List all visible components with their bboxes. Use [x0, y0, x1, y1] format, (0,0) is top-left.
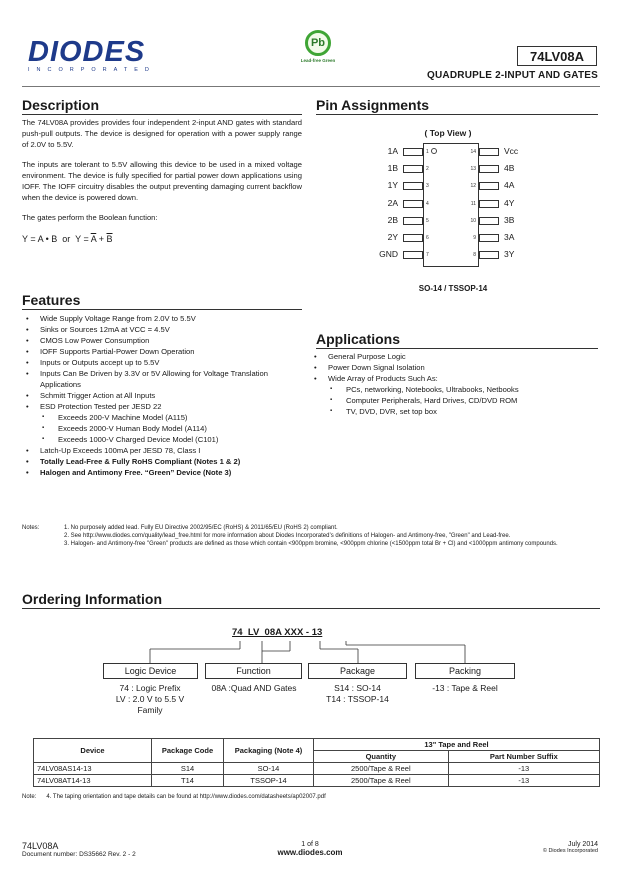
notes-label: Notes:: [22, 525, 40, 531]
feature-item: • CMOS Low Power Consumption: [22, 335, 302, 346]
pin-number-left: 4: [426, 200, 429, 207]
top-view-label: ( Top View ): [424, 128, 472, 138]
feature-item: • Totally Lead-Free & Fully RoHS Compliant (Notes 1 & 2): [22, 456, 302, 467]
col-quantity: Quantity: [314, 751, 449, 763]
part-number: 74LV08A: [517, 46, 597, 66]
pin-number-right: 14: [470, 149, 476, 155]
pin-label-left: 1Y: [387, 180, 398, 191]
applications-list: [310, 351, 600, 417]
pin-stub-left: [403, 182, 423, 190]
cell-packaging: SO-14: [224, 763, 314, 775]
ordering-box-0: Logic Device: [103, 663, 198, 679]
pin-number-left: 6: [426, 235, 429, 241]
pin-label-right: 3B: [504, 214, 515, 225]
pin-number-right: 13: [470, 166, 476, 173]
pin-stub-left: [403, 165, 423, 173]
cell-package-code: T14: [152, 775, 224, 787]
pin-number-right: 10: [470, 217, 476, 224]
col-device: Device: [34, 739, 152, 763]
description-p2: The inputs are tolerant to 5.5V allowing this device to be used in a mixed voltage environment. The device is fully specified for partial power down applications using IOFF. The IOFF circuitry disables the output preventing damaging current backflow when the device is powered down.: [22, 160, 302, 202]
application-item: • Wide Array of Products Such As:: [310, 373, 600, 384]
pin-number-right: 11: [470, 200, 476, 207]
pin-stub-left: [403, 148, 423, 156]
feature-item: • ESD Protection Tested per JESD 22: [22, 401, 302, 412]
pin-number-right: 9: [473, 235, 476, 241]
feature-item: • Sinks or Sources 12mA at VCC = 4.5V: [22, 324, 302, 335]
pin-stub-left: [403, 251, 423, 259]
footer-doc-number: Document number: DS35662 Rev. 2 - 2: [22, 851, 136, 858]
pb-icon: Pb: [305, 30, 331, 56]
applications-heading: Applications: [316, 331, 598, 349]
pin-label-right: 4A: [504, 180, 515, 191]
application-item: ▪ TV, DVD, DVR, set top box: [310, 406, 600, 417]
pin-number-left: 3: [426, 183, 429, 190]
pin-stub-right: [479, 217, 499, 225]
feature-item: ▪ Exceeds 200-V Machine Model (A115): [22, 412, 302, 423]
note-3: 3. Halogen- and Antimony-free "Green" products are defined as those which contain <900ppm bromine, <900ppm chlorine (<1500ppm total Br + Cl) and <1000ppm antimony compounds.: [64, 541, 558, 547]
feature-item: • Inputs Can Be Driven by 3.3V or 5V Allowing for Voltage Translation Applications: [22, 368, 302, 390]
ordering-heading: Ordering Information: [22, 591, 600, 609]
footer-center: [0, 841, 620, 857]
pin-label-right: 3A: [504, 232, 515, 242]
application-item: • Power Down Signal Isolation: [310, 362, 600, 373]
pin-stub-left: [403, 234, 423, 242]
pin-label-right: Vcc: [504, 146, 519, 156]
pin-label-left: 1A: [387, 146, 398, 156]
pin-stub-right: [479, 234, 499, 242]
cell-packaging: TSSOP-14: [224, 775, 314, 787]
header-divider: [22, 86, 600, 87]
pin-stub-left: [403, 217, 423, 225]
logo-text: DIODES: [28, 36, 146, 68]
description-body: [22, 117, 302, 244]
notes-block: [22, 524, 600, 548]
boolean-equation: Y = A • B or $Y = \overline{A} + \overline{B}$: [22, 234, 113, 244]
feature-item: • Inputs or Outputs accept up to 5.5V: [22, 357, 302, 368]
col-package-code: Package Code: [152, 739, 224, 763]
pin-label-left: 1B: [387, 163, 398, 174]
pin-stub-right: [479, 200, 499, 208]
cell-suffix: -13: [448, 775, 599, 787]
pin-number-left: 5: [426, 217, 429, 224]
pin-stub-right: [479, 251, 499, 259]
description-p3: The gates perform the Boolean function:: [22, 213, 158, 222]
pin-stub-right: [479, 182, 499, 190]
table-row: [34, 763, 600, 775]
cell-device: 74LV08AT14-13: [34, 775, 152, 787]
features-list: [22, 313, 302, 478]
feature-item: • Wide Supply Voltage Range from 2.0V to 5.5V: [22, 313, 302, 324]
features-heading: Features: [22, 292, 302, 310]
pin-stub-left: [403, 200, 423, 208]
cell-quantity: 2500/Tape & Reel: [314, 775, 449, 787]
ordering-box-2: Package: [308, 663, 407, 679]
pin-label-right: 3Y: [504, 249, 515, 260]
pin-label-left: 2A: [387, 197, 398, 208]
pin-label-right: 4B: [504, 163, 515, 174]
pin-number-left: 2: [426, 166, 429, 173]
note-2: 2. See http://www.diodes.com/quality/lead_free.html for more information about Diodes Incorporated’s definitions of Halogen- and Antimony-free, "Green" and Lead-free.: [64, 533, 511, 539]
col-packaging: Packaging (Note 4): [224, 739, 314, 763]
diodes-logo: [28, 38, 158, 74]
ordering-desc-1: 08A :Quad AND Gates: [211, 683, 297, 693]
pin-label-right: 4Y: [504, 197, 515, 208]
footer-copyright: © Diodes Incorporated: [542, 848, 598, 854]
pin-label-left: GND: [379, 249, 398, 260]
ordering-desc-2: S14 : SO-14 T14 : TSSOP-14: [326, 683, 389, 704]
application-item: ▪ Computer Peripherals, Hard Drives, CD/DVD ROM: [310, 395, 600, 406]
pin1-marker-icon: [431, 148, 437, 154]
ordering-desc-3: -13 : Tape & Reel: [432, 683, 498, 693]
ordering-box-3: Packing: [415, 663, 515, 679]
ordering-box-1: Function: [205, 663, 302, 679]
footer-date: July 2014: [568, 841, 598, 848]
ordering-note: Note: 4. The taping orientation and tape details can be found at http://www.diodes.com/datasheets/ap02007.pdf: [22, 794, 326, 800]
application-item: ▪ PCs, networking, Notebooks, Ultrabooks, Netbooks: [310, 384, 600, 395]
ordering-connectors: [0, 635, 620, 665]
ordering-table: [33, 738, 600, 787]
footer-part: 74LV08A: [22, 841, 59, 851]
page-number: 1 of 8: [301, 841, 319, 848]
feature-item: ▪ Exceeds 1000-V Charged Device Model (C101): [22, 434, 302, 445]
lead-free-badge: [288, 30, 348, 63]
package-label: SO-14 / TSSOP-14: [418, 284, 488, 293]
pin-number-left: 1: [426, 149, 429, 155]
description-p1: The 74LV08A provides provides four independent 2-input AND gates with standard push-pull outputs. The device is designed for operation with a power supply range of 2.0V to 5.5V.: [22, 118, 302, 149]
cell-quantity: 2500/Tape & Reel: [314, 763, 449, 775]
application-item: • General Purpose Logic: [310, 351, 600, 362]
description-heading: Description: [22, 97, 302, 115]
pin-number-right: 8: [473, 252, 476, 259]
pin-label-left: 2B: [387, 214, 398, 225]
feature-item: ▪ Exceeds 2000-V Human Body Model (A114): [22, 423, 302, 434]
footer-website[interactable]: www.diodes.com: [277, 848, 343, 857]
feature-item: • Halogen and Antimony Free. “Green” Device (Note 3): [22, 467, 302, 478]
document-subtitle: QUADRUPLE 2-INPUT AND GATES: [427, 70, 598, 81]
pin-assignments-heading: Pin Assignments: [316, 97, 598, 115]
lead-free-label: Lead-free Green: [300, 58, 336, 63]
feature-item: • Schmitt Trigger Action at All Inputs: [22, 390, 302, 401]
cell-device: 74LV08AS14-13: [34, 763, 152, 775]
footer-right: [543, 841, 598, 854]
note-1: 1. No purposely added lead. Fully EU Directive 2002/95/EC (RoHS) & 2011/65/EU (RoHS 2) compliant.: [64, 525, 338, 531]
pin-label-left: 2Y: [387, 232, 398, 242]
pin-number-right: 12: [470, 183, 476, 190]
feature-item: • Latch-Up Exceeds 100mA per JESD 78, Class I: [22, 445, 302, 456]
feature-item: • IOFF Supports Partial-Power Down Operation: [22, 346, 302, 357]
table-row: [34, 775, 600, 787]
ordering-desc-0: 74 : Logic Prefix LV : 2.0 V to 5.5 V Family: [115, 683, 185, 715]
pin-stub-right: [479, 165, 499, 173]
pin-number-left: 7: [426, 252, 429, 259]
cell-package-code: S14: [152, 763, 224, 775]
logo-subtext: INCORPORATED: [28, 67, 156, 73]
col-part-suffix: Part Number Suffix: [448, 751, 599, 763]
col-tape-reel: 13" Tape and Reel: [314, 739, 600, 751]
pin-stub-right: [479, 148, 499, 156]
cell-suffix: -13: [448, 763, 599, 775]
ordering-code: 74 LV 08A XXX - 13: [232, 627, 323, 638]
